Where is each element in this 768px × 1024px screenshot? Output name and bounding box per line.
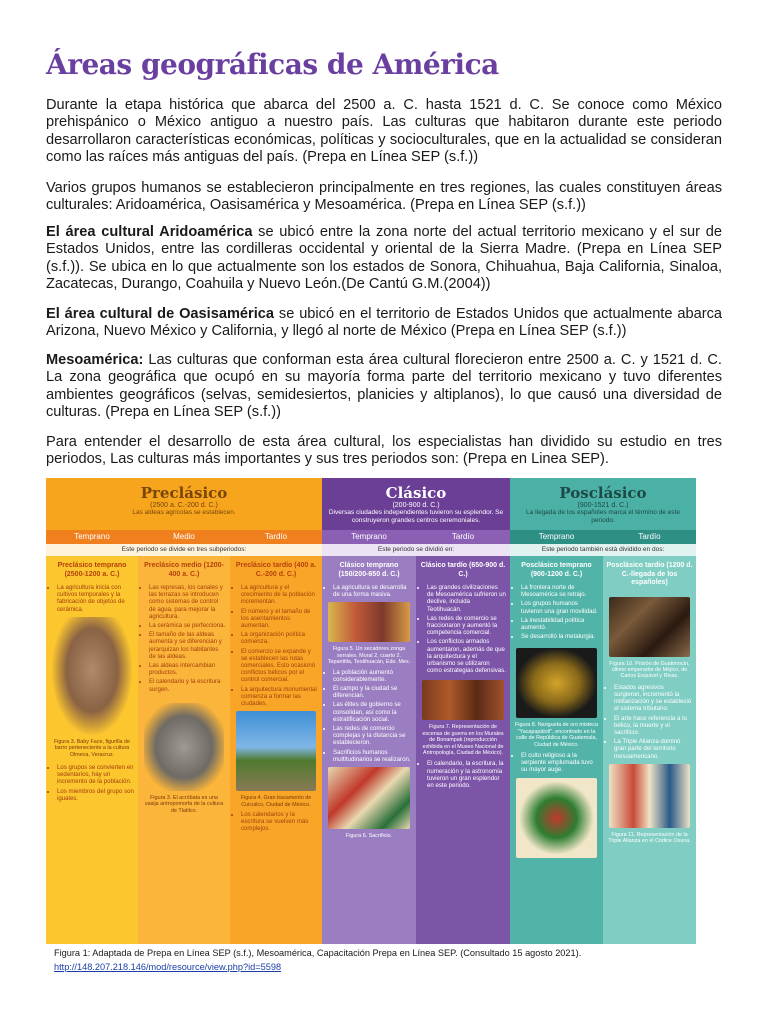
bullet-list [322, 584, 416, 598]
bullet-item: • Los conflictos armados aumentaron, además de que la arquitectura y el urbanismo se utilizaron como estrategias defensivas. [427, 638, 506, 674]
bullet-item: • La frontera norte de Mesoamérica se retrajo. [521, 584, 599, 598]
clasico-header [322, 478, 510, 530]
oasisamerica-text: se ubicó en el territorio de Estados Unidos que actualmente abarca Arizona, Nuevo México y California, y llegó al norte de México (Prepa en Línea SEP (s.f.)) [46, 306, 722, 340]
source-link[interactable]: http://148.207.218.146/mod/resource/view.php?id=5598 [54, 962, 282, 972]
acrobat-vessel-image [144, 703, 224, 791]
bullet-list [230, 811, 322, 833]
sub-tardio-cla: Tardío [416, 530, 510, 544]
bullet-list [510, 752, 603, 774]
paragraph-periods: Para entender el desarrollo de esta área cultural, los especialistas han dividido su estudio en tres periodos, Las culturas más importantes y sus tres periodos son: (Prepa en Linea SEP). [46, 434, 722, 468]
paragraph-mesoamerica [46, 352, 722, 422]
bullet-item: • Los calendarios y la escritura se vuelven más complejos. [241, 811, 318, 833]
figure-caption-text: Figura 1: Adaptada de Prepa en Línea SEP (s.f.), Mesoamérica, Capacitación Prepa en Línea SEP. (Consultado 15 agosto 2021). [54, 948, 582, 958]
figure-caption: Figura 8. Narigueta de oro mixteca "Yacapapálotl", encontrado en la calle de República de Guatemala, Ciudad de México. [515, 722, 598, 748]
figure-caption: Figura 7. Representación de escenas de guerra en los Murales de Bonampak (reproducción exhibida en el Museo Nacional de Antropología, Ciudad de México). [422, 724, 504, 757]
bullet-item: • La inestabilidad política aumentó. [521, 617, 599, 631]
mesoamerica-heading: Mesoamérica: [46, 352, 144, 368]
oasisamerica-heading: El área cultural de Oasisamérica [46, 306, 275, 322]
clasico-dates: (200-900 d. C.) [392, 502, 440, 509]
figure-1-caption [46, 944, 726, 976]
figure-caption: Figura 5. Un secadores zonga serrales. Mural 2, cuarto 2. Tepantitla, Teotihuacán, Edo. Mex. [327, 646, 411, 666]
bullet-item: • Los grupos humanos tuvieron una gran movilidad. [521, 600, 599, 614]
column-heading: Posclásico temprano (900-1200 d. C.) [521, 562, 592, 578]
bullet-item: • El número y el tamaño de los asentamientos aumentan. [241, 608, 318, 630]
aridoamerica-heading: El área cultural Aridoamérica [46, 224, 253, 240]
bullet-item: • El calendario, la escritura, la numeración y la astronomía tuvieron un gran esplendor en este periodo. [427, 760, 506, 789]
olmec-figurine-image [52, 617, 132, 735]
posclasico-title: Posclásico [559, 484, 647, 502]
column-posclasico-tardio [603, 556, 696, 944]
figure-caption: Figura 3. El acróbata es una vasija antropomorfa de la cultura de Tlatilco. [144, 794, 224, 814]
bullet-item: • El comercio se expande y se establecen las rutas comerciales. Esto ocasionó conflictos bélicos por el control comercial. [241, 648, 318, 684]
bullet-item: • La arquitectura monumental comienza a formar las ciudades. [241, 686, 318, 708]
bullet-item: • Las represas, los canales y las terrazas se introducen como sistemas de control de agua, para mejorar la agricultura. [149, 584, 226, 620]
column-preclasico-medio [138, 556, 230, 944]
note-clasico: Este periodo se dividió en: [322, 544, 510, 556]
posclasico-desc: La llegada de los españoles marca el término de este periodo. [526, 509, 680, 524]
sub-temprano-pos: Temprano [510, 530, 603, 544]
posclasico-header [510, 478, 696, 530]
note-preclasico: Este periodo se divide en tres subperiodos: [46, 544, 322, 556]
bullet-item: • Las grandes civilizaciones de Mesoamérica sufrieron un declive, incluida Teotihuacán. [427, 584, 506, 613]
bullet-item: • La Triple Alianza dominó gran parte del territorio mesoamericano. [614, 738, 692, 760]
guatimocin-painting-image [609, 597, 690, 657]
paragraph-intro: Durante la etapa histórica que abarca del 2500 a. C. hasta 1521 d. C. Se conoce como México prehispánico o México antiguo a nuestro país. Las culturas que habitaron durante este periodo desarrollaron características económicas, políticas y socioculturales, que en la actualidad se consideran como las raíces más antiguas del país. (Prepa en Línea SEP (s.f.)) [46, 97, 722, 166]
bullet-list [416, 760, 510, 789]
bullet-item: • El arte hace referencia a lo bélico, la muerte y el sacrificio. [614, 715, 692, 737]
note-posclasico: Este periodo también está dividido en dos: [510, 544, 696, 556]
posclasico-dates: (900-1521 d. C.) [577, 502, 629, 509]
bullet-list [322, 669, 416, 763]
paragraph-oasisamerica [46, 306, 722, 341]
feathered-serpent-image [516, 778, 597, 858]
bullet-item: • El calendario y la escritura surgen. [149, 678, 226, 692]
paragraph-regions: Varios grupos humanos se establecieron principalmente en tres regiones, las cuales constituyen áreas culturales: Aridoamérica, Oasisamérica y Mesoamérica. (Prepa en Línea SEP (s.f.)) [46, 180, 722, 214]
bullet-item: • Los grupos se convierten en sedentarios, hay un incremento de la población. [57, 764, 134, 786]
sub-tardio-pre: Tardío [230, 530, 322, 544]
bullet-item: • La organización política comienza. [241, 631, 318, 645]
preclasico-desc: Las aldeas agrícolas se establecen. [132, 509, 236, 516]
figure-caption: Figura 11. Representación de la Triple Alianza en el Códice Osuna. [608, 831, 691, 845]
bullet-item: • Sacrificios humanos multitudinarios se realizaron. [333, 749, 412, 763]
column-heading: Preclásico temprano (2500-1200 a. C.) [57, 562, 127, 578]
clasico-title: Clásico [385, 484, 447, 502]
bullet-item: • Las élites de gobierno se consolidan, así como la estratificación social. [333, 701, 412, 723]
bullet-item: • La cerámica se perfecciona. [149, 622, 226, 629]
bonampak-mural-image [422, 680, 504, 720]
figure-caption: Figura 4. Gran basamento de Cuicuilco, Ciudad de México. [240, 795, 312, 808]
mesoamerica-text: Las culturas que conforman esta área cultural florecieron entre 2500 a. C. y 1521 d. C. La zona geográfica que ocupó en su mayoría forma parte del territorio mexicano y tuvo diferentes ambientes geográficos (selvas, semidesiertos, planicies y altiplanos), lo que causó una diversidad de culturas. (Prepa en Línea SEP (s.f.)) [46, 352, 722, 421]
page-title: Áreas geográficas de América [46, 48, 499, 81]
codice-osuna-image [609, 764, 690, 828]
bullet-item: • La agricultura se desarrolla de una forma masiva. [333, 584, 412, 598]
sacrifice-codex-image [328, 767, 410, 829]
column-heading: Posclásico tardío (1200 d. C.-llegada de los españoles) [606, 562, 693, 586]
bullet-list [603, 684, 696, 760]
bullet-list [230, 584, 322, 707]
bullet-item: • La población aumentó considerablemente. [333, 669, 412, 683]
cuicuilco-image [236, 711, 316, 791]
bullet-list [46, 584, 138, 613]
bullet-item: • El tamaño de las aldeas aumenta y se diferencian y jerarquizan los habitantes de las aldeas. [149, 631, 226, 660]
sub-tardio-pos: Tardío [603, 530, 696, 544]
preclasico-title: Preclásico [140, 484, 228, 502]
bullet-item: • Las aldeas intercambian productos. [149, 662, 226, 676]
tepantitla-mural-image [328, 602, 410, 642]
figure-caption: Figura 10. Prisión de Guatimocín, último emperador de Méjico, de Carlos Esquivel y Rivas. [609, 660, 690, 680]
gold-nose-ornament-image [516, 648, 597, 718]
bullet-item: • La agricultura y el crecimiento de la población incrementan. [241, 584, 318, 606]
bullet-list [138, 584, 230, 693]
bullet-item: • Las redes de comercio complejas y la distancia se establecieron. [333, 725, 412, 747]
column-clasico-tardio [416, 556, 510, 944]
bullet-item: • El culto religioso a la serpiente emplumada tuvo su mayor auge. [521, 752, 599, 774]
column-preclasico-tardio [230, 556, 322, 944]
clasico-desc: Diversas ciudades independientes tuvieron su esplendor. Se construyeron grandes centros ceremoniales. [328, 509, 504, 524]
bullet-item: • Se desarrolló la metalurgia. [521, 633, 599, 640]
mesoamerica-periods-infographic [46, 478, 696, 944]
bullet-item: • Estados agresivos surgieron, incrementó la militarización y se estableció el sistema tributario. [614, 684, 692, 713]
bullet-list [510, 584, 603, 640]
column-heading: Clásico temprano (150/200-650 d. C.) [338, 562, 400, 578]
bullet-item: • Los miembros del grupo son iguales. [57, 788, 134, 802]
preclasico-header [46, 478, 322, 530]
aridoamerica-text: se ubicó entre la zona norte del actual territorio mexicano y el sur de Estados Unidos, entre las cordilleras occidental y oriental de la Sierra Madre. (Prepa en Línea SEP (s.f.)). Se ubica en lo que actualmente son los estados de Sonora, Chihuahua, Baja California, Sinaloa, Zacatecas, Durango, Coahuila y Nuevo León.(De Cantú G.M.(2004)) [46, 224, 722, 293]
sub-temprano-pre: Temprano [46, 530, 138, 544]
paragraph-aridoamerica [46, 224, 722, 294]
column-heading: Preclásico medio (1200-400 a. C.) [144, 562, 224, 578]
bullet-list [46, 764, 138, 802]
bullet-list [416, 584, 510, 674]
preclasico-dates: (2500 a. C.-200 d. C.) [150, 502, 218, 509]
bullet-item: • El campo y la ciudad se diferencian. [333, 685, 412, 699]
figure-caption: Figura 3. Baby Face, figurilla de barro perteneciente a la cultura Olmeca, Veracruz. [53, 738, 131, 758]
column-preclasico-temprano [46, 556, 138, 944]
column-heading: Clásico tardío (650-900 d. C.) [420, 562, 506, 578]
bullet-item: • La agricultura inicia con cultivos temporales y la fabricación de objetos de cerámica. [57, 584, 134, 613]
column-clasico-temprano [322, 556, 416, 944]
figure-caption: Figura 6. Sacrificio. [345, 833, 393, 840]
sub-medio-pre: Medio [138, 530, 230, 544]
bullet-item: • Las redes de comercio se fraccionaron y aumentó la competencia comercial. [427, 615, 506, 637]
sub-temprano-cla: Temprano [322, 530, 416, 544]
column-heading: Preclásico tardío (400 a. C.-200 d. C.) [235, 562, 317, 578]
column-posclasico-temprano [510, 556, 603, 944]
